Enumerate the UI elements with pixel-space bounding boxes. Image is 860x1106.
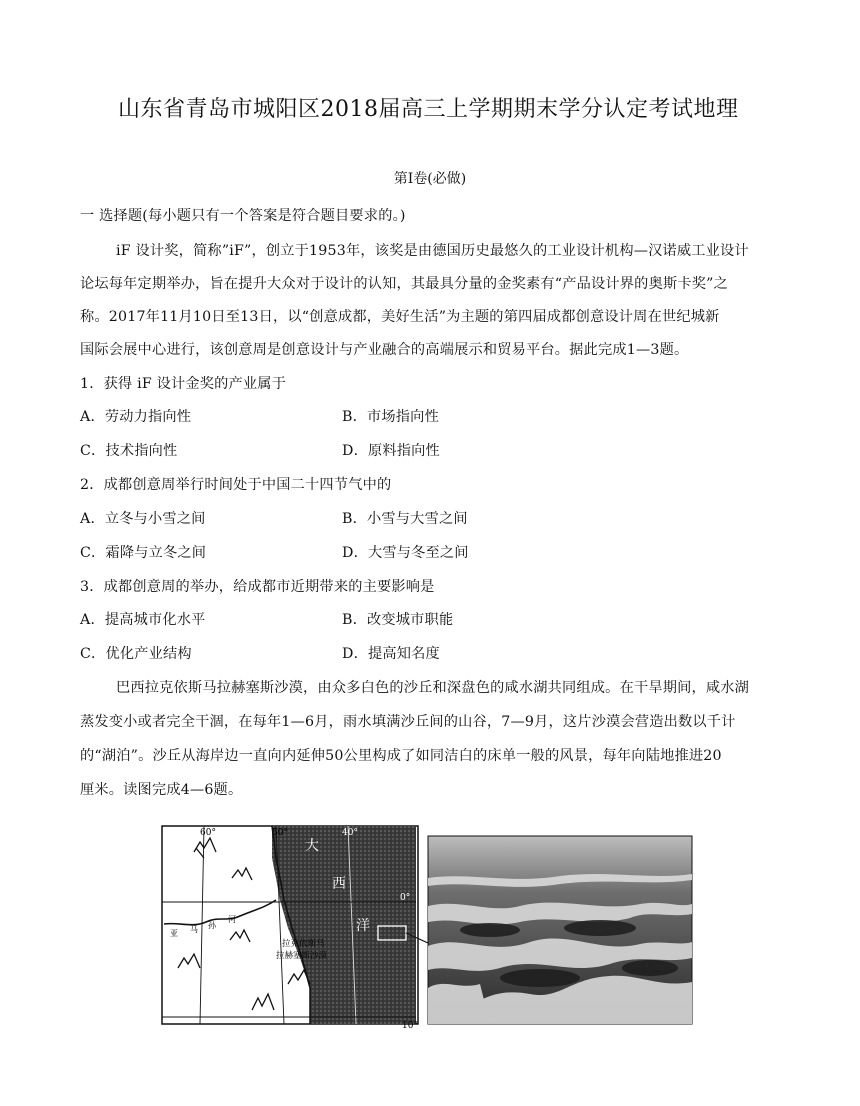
question-2-options-row1 — [80, 508, 468, 528]
map-panel — [162, 826, 428, 1030]
question-1-options-row1 — [80, 406, 439, 426]
q2-option-a: A．立冬与小雪之间 — [80, 511, 206, 527]
q1-option-b: B．市场指向性 — [342, 409, 439, 425]
ocean-label-char-2: 西 — [332, 876, 346, 892]
passage2-line-4: 厘米。读图完成4—6题。 — [80, 782, 243, 798]
lat-label-0: 0° — [400, 893, 411, 903]
section-heading: 第Ⅰ卷(必做) — [393, 171, 467, 187]
question-3-stem: 3．成都创意周的举办，给成都市近期带来的主要影响是 — [80, 579, 435, 595]
river-label-char-2: 马 — [190, 925, 198, 934]
passage1-line-1: iF 设计奖，简称”iF”，创立于1953年，该奖是由德国历史最悠久的工业设计机构—汉诺威工业设计 — [116, 243, 749, 259]
passage2-line-2: 蒸发变小或者完全干涸，在每年1—6月，雨水填满沙丘间的山谷，7—9月，这片沙漠会营造出数以千计 — [80, 714, 736, 730]
passage1-line-4: 国际会展中心进行，该创意周是创意设计与产业融合的高端展示和贸易平台。据此完成1—3题。 — [80, 342, 689, 358]
q1-option-d: D．原料指向性 — [342, 443, 440, 459]
question-3-options-row2 — [80, 643, 440, 663]
ocean-label-char-3: 洋 — [356, 918, 370, 934]
lon-label-40: 40° — [342, 828, 358, 838]
question-1-options-row2 — [80, 440, 440, 460]
desert-label-line1: 拉克依斯马 — [282, 939, 325, 949]
q2-option-c: C．霜降与立冬之间 — [80, 545, 207, 561]
lon-label-50: 50° — [272, 828, 288, 838]
question-3-options-row1 — [80, 609, 454, 629]
passage1-line-3: 称。2017年11月10日至13日，以“创意成都，美好生活”为主题的第四届成都创意设计周在世纪城新 — [80, 309, 720, 325]
question-2-stem: 2．成都创意周举行时间处于中国二十四节气中的 — [80, 477, 392, 493]
q3-option-c: C．优化产业结构 — [80, 646, 192, 662]
passage1-line-2: 论坛每年定期举办，旨在提升大众对于设计的认知，其最具分量的金奖素有“产品设计界的奥斯卡奖”之 — [80, 276, 728, 292]
river-label-char-4: 河 — [228, 915, 236, 924]
lat-label-10: 10° — [402, 1021, 418, 1030]
q3-option-a: A．提高城市化水平 — [80, 612, 206, 628]
figure-map-and-photo — [160, 818, 720, 1030]
desert-label-line2: 拉赫塞斯沙漠 — [276, 951, 328, 961]
desert-photo — [428, 836, 692, 1024]
q1-option-c: C．技术指向性 — [80, 443, 178, 459]
q3-option-b: B．改变城市职能 — [342, 612, 454, 628]
ocean-label-char-1: 大 — [305, 838, 319, 854]
part-heading: 一 选择题(每小题只有一个答案是符合题目要求的。) — [80, 208, 406, 224]
river-label-char-1: 亚 — [170, 929, 178, 938]
q3-option-d: D．提高知名度 — [342, 646, 440, 662]
passage2-line-1: 巴西拉克依斯马拉赫塞斯沙漠，由众多白色的沙丘和深盘色的咸水湖共同组成。在干旱期间，咸水湖 — [116, 680, 750, 696]
q2-option-b: B．小雪与大雪之间 — [342, 511, 468, 527]
lon-label-60: 60° — [200, 828, 216, 838]
q2-option-d: D．大雪与冬至之间 — [342, 545, 469, 561]
q1-option-a: A．劳动力指向性 — [80, 409, 192, 425]
river-label-char-3: 孙 — [208, 921, 216, 930]
question-2-options-row2 — [80, 542, 469, 562]
figure-svg — [160, 818, 720, 1030]
passage2-line-3: 的“湖泊”。沙丘从海岸边一直向内延伸50公里构成了如同洁白的床单一般的风景，每年向陆地推进20 — [80, 748, 722, 764]
page-title: 山东省青岛市城阳区2018届高三上学期期末学分认定考试地理 — [118, 97, 739, 122]
question-1-stem: 1．获得 iF 设计金奖的产业属于 — [80, 376, 287, 392]
